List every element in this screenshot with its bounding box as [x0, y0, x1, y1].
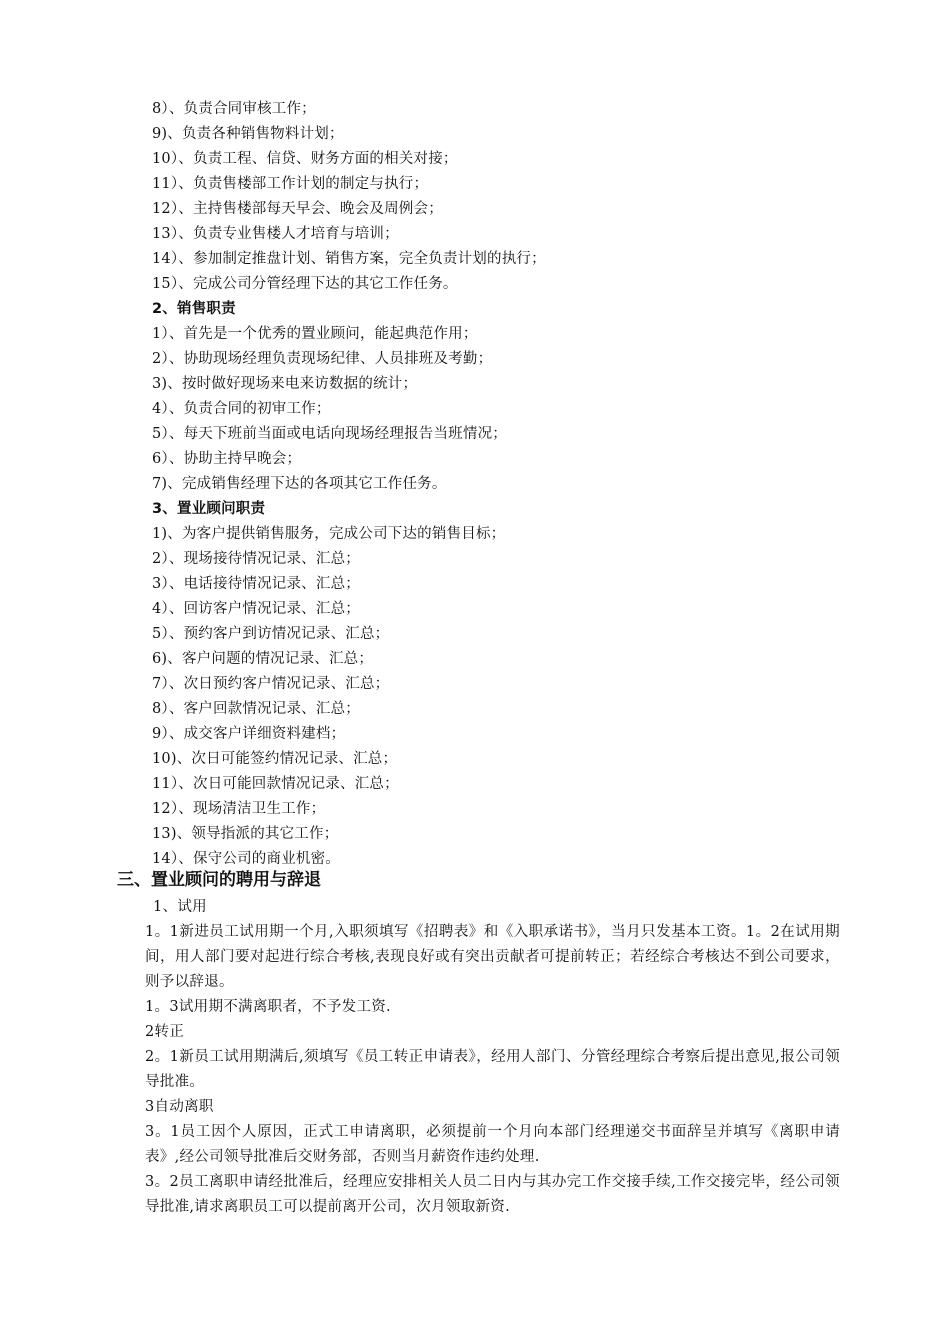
sales-duties-heading: 2、销售职责	[152, 301, 236, 317]
list-item: 15）、完成公司分管经理下达的其它工作任务。	[152, 276, 458, 292]
list-item: 3）、电话接待情况记录、汇总；	[152, 576, 360, 592]
list-item: 4）、回访客户情况记录、汇总；	[152, 601, 360, 617]
list-item: 9)、负责各种销售物料计划；	[152, 126, 344, 142]
list-item: 5）、预约客户到访情况记录、汇总；	[152, 626, 390, 642]
leave-paragraph: 3。2员工离职申请经批准后，经理应安排相关人员二日内与其办完工作交接手续,工作交接完毕，经公司领导批准,请求离职员工可以提前离开公司，次月领取新资.	[145, 1174, 840, 1215]
duties-list	[152, 97, 872, 872]
trial-paragraph: 1。3试用期不满离职者，不予发工资.	[145, 999, 391, 1015]
list-item: 2）、现场接待情况记录、汇总；	[152, 551, 360, 567]
list-item: 12）、现场清洁卫生工作；	[152, 801, 326, 817]
list-item: 7)、完成销售经理下达的各项其它工作任务。	[152, 476, 447, 492]
list-item: 4）、负责合同的初审工作；	[152, 401, 331, 417]
trial-heading: 1、试用	[153, 899, 207, 915]
list-item: 11）、负责售楼部工作计划的制定与执行；	[152, 176, 429, 192]
list-item: 7）、次日预约客户情况记录、汇总；	[152, 676, 390, 692]
hiring-section-body	[145, 895, 840, 1220]
list-item: 13）、负责专业售楼人才培育与培训；	[152, 226, 399, 242]
list-item: 5）、每天下班前当面或电话向现场经理报告当班情况；	[152, 426, 507, 442]
trial-paragraph: 1。1新进员工试用期一个月,入职须填写《招聘表》和《入职承诺书》，当月只发基本工资。1。2在试用期间，用人部门要对起进行综合考核,表现良好或有突出贡献者可提前转正；若经综合考核达不到公司要求，则予以辞退。	[145, 924, 840, 990]
list-item: 6)、客户问题的情况记录、汇总；	[152, 651, 374, 667]
list-item: 14）、保守公司的商业机密。	[152, 851, 340, 867]
list-item: 2）、协助现场经理负责现场纪律、人员排班及考勤；	[152, 351, 493, 367]
list-item: 10）、负责工程、信贷、财务方面的相关对接；	[152, 151, 458, 167]
list-item: 12）、主持售楼部每天早会、晚会及周例会；	[152, 201, 443, 217]
list-item: 8）、负责合同审核工作；	[152, 101, 316, 117]
regular-paragraph: 2。1新员工试用期满后,须填写《员工转正申请表》，经用人部门、分管经理综合考察后提出意见,报公司领导批准。	[145, 1049, 840, 1090]
list-item: 8）、客户回款情况记录、汇总；	[152, 701, 360, 717]
leave-heading: 3自动离职	[145, 1099, 214, 1115]
list-item: 1)、为客户提供销售服务，完成公司下达的销售目标；	[152, 526, 506, 542]
consultant-duties-heading: 3、置业顾问职责	[152, 501, 266, 517]
regular-heading: 2转正	[145, 1024, 185, 1040]
list-item: 3)、按时做好现场来电来访数据的统计；	[152, 376, 418, 392]
list-item: 6）、协助主持早晚会；	[152, 451, 302, 467]
list-item: 11）、次日可能回款情况记录、汇总；	[152, 776, 399, 792]
list-item: 9）、成交客户详细资料建档；	[152, 726, 346, 742]
section-title: 三、置业顾问的聘用与辞退	[117, 870, 321, 890]
list-item: 1）、首先是一个优秀的置业顾问，能起典范作用；	[152, 326, 478, 342]
leave-paragraph: 3。1员工因个人原因，正式工申请离职，必须提前一个月向本部门经理递交书面辞呈并填写《离职申请表》,经公司领导批准后交财务部，否则当月薪资作违约处理.	[145, 1124, 840, 1165]
list-item: 10)、次日可能签约情况记录、汇总；	[152, 751, 398, 767]
list-item: 13)、领导指派的其它工作；	[152, 826, 339, 842]
list-item: 14）、参加制定推盘计划、销售方案，完全负责计划的执行；	[152, 251, 546, 267]
